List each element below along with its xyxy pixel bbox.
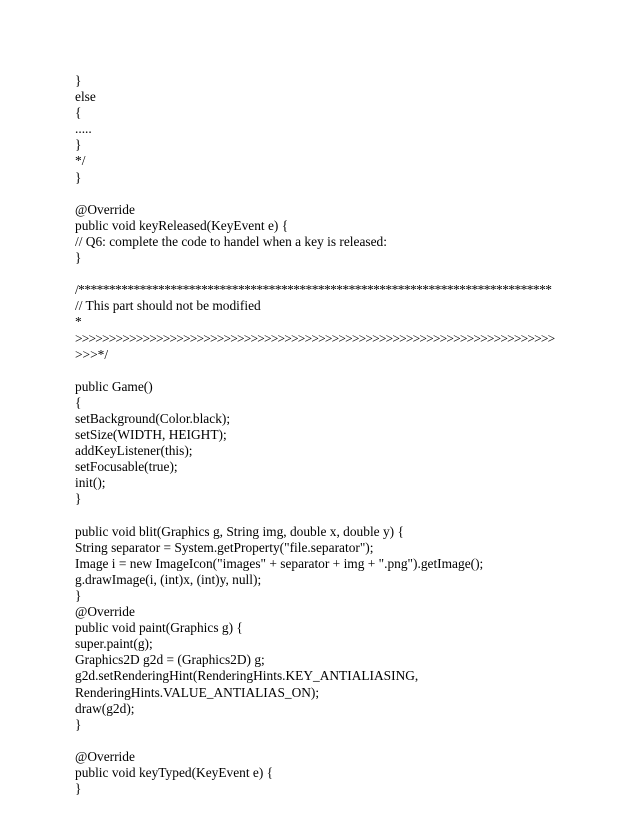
blank-line [75, 186, 575, 202]
code-line: setFocusable(true); [75, 459, 178, 475]
code-line: } [75, 781, 82, 797]
code-comment-line: // This part should not be modified [75, 298, 261, 314]
code-line: init(); [75, 475, 106, 491]
code-line: Graphics2D g2d = (Graphics2D) g; [75, 652, 265, 668]
blank-line [75, 266, 575, 282]
code-line: } [75, 73, 82, 88]
code-line: setBackground(Color.black); [75, 410, 231, 426]
code-comment-line: // Q6: complete the code to handel when a key is released: [75, 233, 387, 249]
code-line: } [75, 137, 82, 153]
code-line: } [75, 491, 82, 507]
code-line: public void paint(Graphics g) { [75, 620, 243, 636]
code-line: ..... [75, 121, 92, 137]
code-line: } [75, 250, 82, 266]
code-line: @Override [75, 604, 135, 620]
code-line: >>>*/ [75, 346, 109, 362]
code-line: * [75, 314, 82, 330]
code-line: } [75, 716, 82, 732]
code-line: } [75, 169, 82, 185]
code-line: @Override [75, 748, 135, 764]
code-line: } [75, 588, 82, 603]
code-line: public void keyReleased(KeyEvent e) { [75, 217, 289, 233]
comment-stars-line: /***************************************************************************** [75, 282, 552, 298]
code-line: addKeyListener(this); [75, 443, 193, 459]
code-line: Image i = new ImageIcon("images" + separator + img + ".png").getImage(); [75, 555, 484, 571]
code-line: @Override [75, 201, 135, 217]
code-line: public void keyTyped(KeyEvent e) { [75, 765, 274, 781]
code-line: else [75, 89, 96, 105]
blank-line [75, 508, 575, 524]
code-line: draw(g2d); [75, 700, 135, 716]
blank-line [75, 733, 575, 749]
code-line: RenderingHints.VALUE_ANTIALIAS_ON); [75, 684, 320, 700]
code-line: String separator = System.getProperty("file.separator"); [75, 539, 374, 555]
code-line: g2d.setRenderingHint(RenderingHints.KEY_ANTIALIASING, [75, 668, 419, 684]
comment-arrows-line: >>>>>>>>>>>>>>>>>>>>>>>>>>>>>>>>>>>>>>>>>>>>>>>>>>>>>>>>>>>>>>>>>>>>>>> [75, 330, 555, 346]
code-line: public void blit(Graphics g, String img, double x, double y) { [75, 523, 404, 539]
code-listing [75, 73, 575, 797]
code-line: setSize(WIDTH, HEIGHT); [75, 427, 227, 443]
code-line: { [75, 105, 82, 121]
code-line: { [75, 394, 82, 410]
blank-line [75, 363, 575, 379]
code-line: super.paint(g); [75, 636, 153, 652]
code-line: g.drawImage(i, (int)x, (int)y, null); [75, 571, 262, 587]
code-line: */ [75, 153, 86, 169]
code-line: public Game() [75, 378, 153, 394]
